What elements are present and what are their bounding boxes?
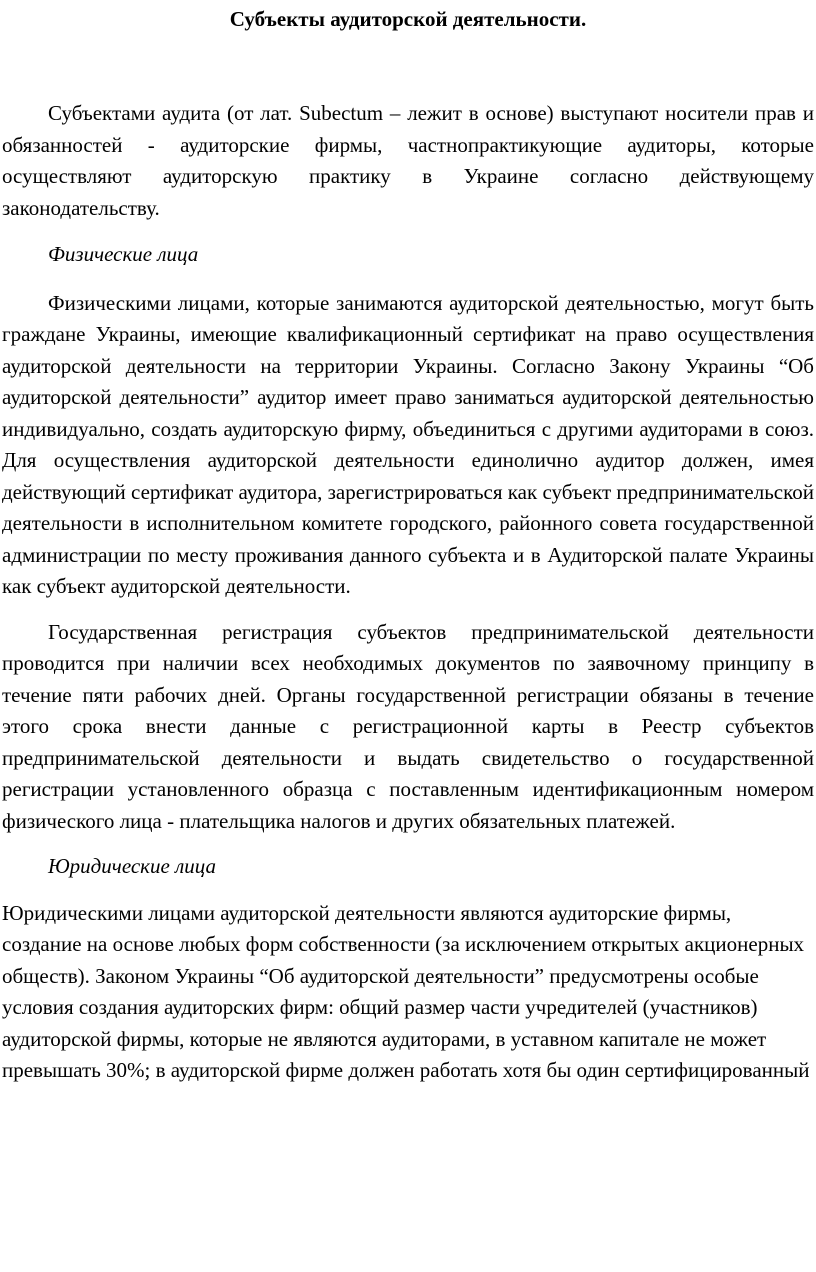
page-title: Субъекты аудиторской деятельности. — [229, 7, 587, 31]
heading-legal-entities: Юридические лица — [48, 854, 216, 878]
paragraph-audit-subjects: Субъектами аудита (от лат. Subectum – лежит в основе) выступают носители прав и обязанностей - аудиторские фирмы, частнопрактикующие аудиторы, которые осуществляют аудиторскую практику в Украине согласно действующему законодательству. — [2, 101, 814, 220]
heading-individuals: Физические лица — [48, 242, 199, 266]
paragraph-legal-entities: Юридическими лицами аудиторской деятельности являются аудиторские фирмы, создание на основе любых форм собственности (за исключением открытых акционерных обществ). Законом Украины “Об аудиторской деятельности” предусмотрены особые условия создания аудиторских фирм: общий размер части учредителей (участников) аудиторской фирмы, которые не являются аудиторами, в уставном капитале не может превышать 30%; в аудиторской фирме должен работать хотя бы один сертифицированный — [2, 900, 810, 1082]
paragraph-individuals: Физическими лицами, которые занимаются аудиторской деятельностью, могут быть граждане Украины, имеющие квалификационный сертификат на право осуществления аудиторской деятельности на территории Украины. Согласно Закону Украины “Об аудиторской деятельности” аудитор имеет право заниматься аудиторской деятельностью индивидуально, создать аудиторскую фирму, объединиться с другими аудиторами в союз. Для осуществления аудиторской деятельности единолично аудитор должен, имея действующий сертификат аудитора, зарегистрироваться как субъект предпринимательской деятельности в исполнительном комитете городского, районного совета государственной администрации по месту проживания данного субъекта и в Аудиторской палате Украины как субъект аудиторской деятельности. — [2, 290, 814, 598]
paragraph-state-registration: Государственная регистрация субъектов предпринимательской деятельности проводится при наличии всех необходимых документов по заявочному принципу в течение пяти рабочих дней. Органы государственной регистрации обязаны в течение этого срока внести данные с регистрационной карты в Реестр субъектов предпринимательской деятельности и выдать свидетельство о государственной регистрации установленного образца с поставленным идентификационным номером физического лица - плательщика налогов и других обязательных платежей. — [2, 619, 814, 833]
